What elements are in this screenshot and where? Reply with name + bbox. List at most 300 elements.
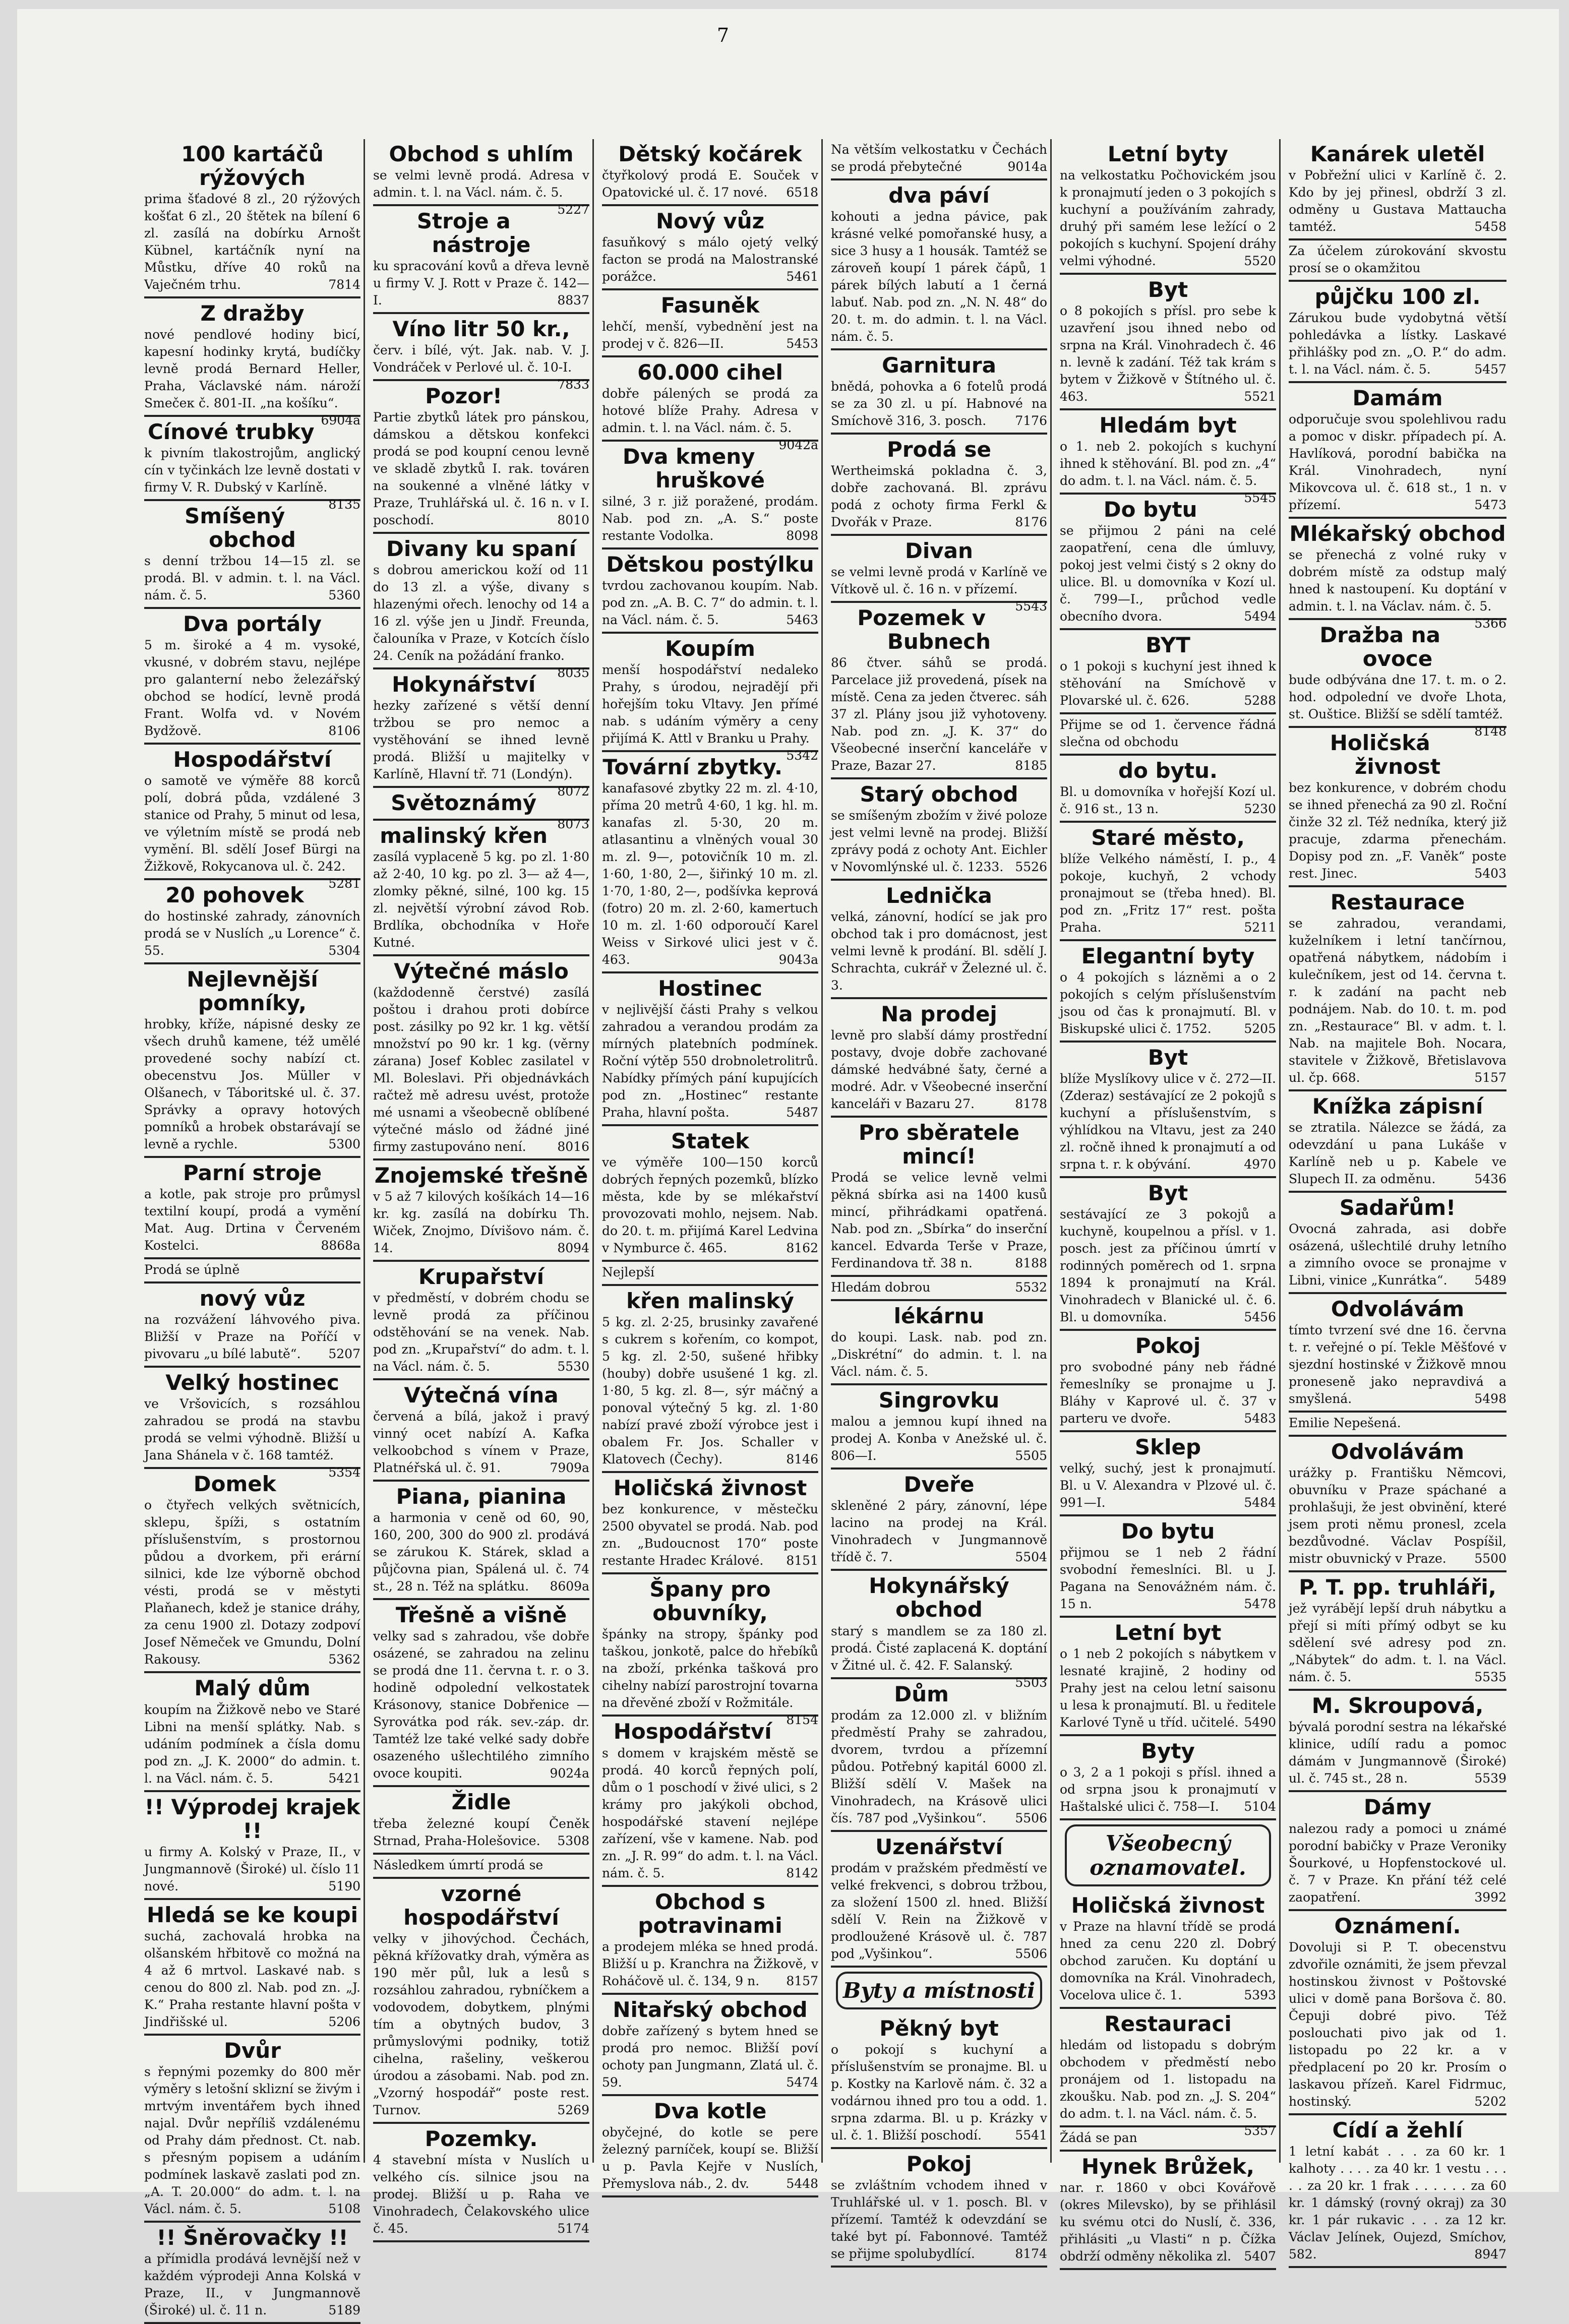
ad-reference-number: 7909a [550,1460,589,1476]
classified-ad [373,1855,589,1879]
classified-ad [602,442,818,549]
ad-heading: Divan [905,538,973,564]
ad-heading: Smíšený obchod [185,504,296,553]
column-4 [828,139,1052,2261]
ad-heading: Letní byt [1114,1620,1222,1645]
classified-ad [1289,1413,1506,1437]
classified-ad [373,206,589,314]
ad-reference-number: 5207 [328,1347,360,1362]
ad-text: se zvláštním vchodem ihned v Truhlářské ul. v 1. posch. Bl. v přízemí. Tamtéž k odevzdání se také byt pí. Fabonnové. Tamtéž se přijme spolubydlící. 8174 [831,2177,1047,2262]
ad-heading: Znojemské třešně [374,1163,588,1188]
classified-ad [1289,2115,1506,2268]
classified-ad [144,139,360,298]
classified-ad [1289,728,1506,887]
ad-heading: Fasuněk [660,293,760,318]
ad-reference-number: 5206 [328,2014,360,2029]
ad-heading: Dva kmeny hruškové [622,444,765,493]
ad-reference-number: 5453 [786,336,818,351]
ad-heading: Holičská živnost [1330,730,1441,779]
ad-text: levně pro slabší dámy prostřední postavy, dvoje dobře zachované dámské hedvábné šaty, černé a modré. Adr. v Všeobecné inserční kanceláři v Bazaru 27. 8178 [831,1027,1047,1113]
classified-ad [1060,410,1276,506]
ad-reference-number: 5504 [1015,1550,1047,1565]
classified-ad [602,139,818,206]
ad-reference-number: 8162 [786,1241,818,1256]
classified-ad [831,1277,1047,1301]
section-header [836,1972,1042,2009]
ad-heading: dva páví [888,183,990,208]
section-header [1065,1824,1271,1886]
ad-reference-number: 6518 [786,185,818,200]
classified-ad [1289,1691,1506,1792]
classified-ad [1060,139,1276,275]
ad-text: a kotle, pak stroje pro průmysl textilní koupí, prodá a vymění Mat. Aug. Drtina v Červeném Kostelci. 8868a [144,1186,360,1254]
ad-heading: Odvolávám [1331,1439,1465,1464]
ad-text: sestávající ze 3 pokojů a kuchyně, koupelnou a přísl. v 1. posch. jest za příčinou úmrtí v rodinných poměrech od 1. srpna 1894 k pronajmutí na Král. Vinohradech v Blanické ul. č. 6. Bl. u domovníka. 5456 [1060,1206,1276,1326]
ad-text: čtyřkolový prodá E. Souček v Opatovické ul. č. 17 nové. 6518 [602,167,818,201]
ad-text: ve Vršovicích, s rozsáhlou zahradou se prodá na stavbu prodá se velmi výhodně. Bližší u Jana Shánela v č. 168 tamtéž. 5354 [144,1395,360,1464]
ad-heading: lékárnu [893,1304,985,1329]
ad-text: velky sad s zahradou, vše dobře osázené, se zahradou na zelinu se prodá dne 11. června t. r. o 3. hodině odpolední velkostatek Krásonovy, stanice Dobřenice — Syrovátka pod rák. sev.-záp. dr. Tamtéž lze také velké sady dobře osazeného ušlechtilého zimního ovoce koupiti. 9024a [373,1628,589,1782]
classified-ad [144,298,360,428]
ad-reference-number: 8609a [550,1579,589,1594]
classified-ad [1060,495,1276,630]
ad-reference-number: 5362 [328,1652,360,1667]
ad-text: v Praze na hlavní třídě se prodá hned za cenu 220 zl. Dobrý obchod zaručen. Ku doptání u domovníka na Král. Vinohradech, Vocelova ulice č. 1. 5393 [1060,1918,1276,2004]
ad-text: Nejlepší [602,1265,655,1280]
ad-reference-number: 8947 [1474,2246,1506,2261]
ad-heading: Byt [1148,1045,1188,1070]
ad-heading: Hynek Brůžek, [1081,2154,1254,2179]
ad-reference-number: 5532 [1015,1280,1047,1295]
ad-reference-number: 5456 [1244,1310,1276,1325]
ad-reference-number: 5503 [1015,1675,1047,1690]
ad-heading: Elegantní byty [1081,944,1255,969]
ad-text: na velkostatku Počhovickém jsou k pronajmutí jeden o 3 pokojích s kuchyní a používáním zahrady, druhý při samém lese ležící o 2 pokojích s kuchyní. Spojení dráhy velmi výhodné. 5520 [1060,167,1276,270]
ad-heading: Pěkný byt [879,2015,999,2041]
ad-heading: půjčku 100 zl. [1314,284,1481,310]
ad-reference-number: 8185 [1015,758,1047,773]
ad-text: s řepnými pozemky do 800 měr výměry s letošní sklizní se živým i mrtvým inventářem bych ihned najal. Dvůr nepříliš vzdálenému od Prahy dám přednost. Ct. nab. s přesným popisem a udáním podmínek laskavě zaslati pod zn. „A. T. 20.000“ do adm. t. l. na Václ. nám. č. 5. 5108 [144,2063,360,2218]
ad-heading: Mlékařský obchod [1289,521,1506,546]
classified-ad [831,999,1047,1118]
classified-ad [144,1673,360,1792]
ad-reference-number: 5506 [1015,1946,1047,1961]
ad-reference-number: 9043a [778,952,818,967]
classified-ad [1060,1618,1276,1736]
ad-heading: Odvolávám [1331,1297,1465,1322]
ad-reference-number: 5489 [1474,1273,1506,1288]
ad-text: v Pobřežní ulici v Karlíně č. 2. Kdo by jej přinesl, obdrží 3 zl. odměny u Gustava Mattauchа tamtéž. 5458 [1289,167,1506,235]
ad-heading: Knížka zápisní [1312,1094,1483,1119]
ad-reference-number: 5458 [1474,219,1506,234]
ad-reference-number: 8035 [557,665,589,681]
ad-reference-number: 5202 [1474,2094,1506,2109]
ad-reference-number: 9042a [778,438,818,453]
ad-text: dobře zařízený s bytem hned se prodá pro nemoc. Bližší poví ochoty pan Jungmann, Zlatá ul. č. 59. 5474 [602,2023,818,2091]
ad-text: s domem v krajském městě se prodá. 40 korců řepných polí, dům o 1 poschodí v živé ulici, s 2 krámy pro jakýkoli obchod, hospodářské stavení nejlépe zařízení, vše v kamene. Nab. pod zn. „J. R. 99“ do adm. t. l. na Václ. nám. č. 5. 8142 [602,1745,818,1882]
ad-reference-number: 8837 [557,293,589,308]
ad-reference-number: 5530 [557,1359,589,1374]
classified-ad [1289,1193,1506,1294]
column-6 [1286,139,1510,2261]
classified-ad [144,501,360,609]
classified-ad [831,603,1047,779]
ad-reference-number: 5487 [786,1105,818,1120]
ad-reference-number: 5505 [1015,1448,1047,1463]
classified-ad [144,1900,360,2036]
ad-text: urážky p. Františku Němcovi, obuvníku v Praze spáchané a prohlašuji, že jest obvinění, které jsem proti němu pronesl, zcela bezdůvodné. Václav Pospíšil, mistr obuvnický v Praze. 5500 [1289,1464,1506,1567]
classified-ad [831,180,1047,350]
ad-text: hrobky, kříže, nápisné desky ze všech druhů kamene, též umělé provedené sochy nabízí ct. obecenstvu Jos. Müller v Olšanech, v Táboritské ul. č. 37. Správky a opravy hotových pomníků a hrobek obstarávají se levně a rychle. 5300 [144,1016,360,1153]
ad-heading: !! Výprodej krajek !! [144,1794,360,1843]
ad-text: hledám od listopadu s dobrým obchodem v předměstí nebo pronájem od 1. listopadu na zkoušku. Nab. pod zn. „J. S. 204“ do adm. t. l. na Václ. nám. č. 5. 5357 [1060,2037,1276,2122]
ad-text: špánky na stropy, špánky pod taškou, jonkotě, palce do hřebíků na zboží, prkénka tašková pro cihelny nabízí parostrojní tovarna na dřevěné zboží v Rožmitále. 8154 [602,1626,818,1711]
ad-heading: Dámy [1363,1795,1432,1820]
ad-heading: křen malinský [626,1289,794,1314]
ad-reference-number: 5211 [1244,920,1276,935]
ad-reference-number: 5520 [1244,254,1276,269]
ad-reference-number: 8151 [786,1553,818,1568]
ad-text: prodám v pražském předměstí ve velké frekvenci, s dobrou tržbou, za složení 1500 zl. hned. Bližší sdělí V. Rein na Žižkově v prodloužené Krásově ul. č. 787 pod „Vyšinkou“. 5506 [831,1860,1047,1963]
ad-text: třeba železné koupí Čeněk Strnad, Praha-Holešovice. 5308 [373,1815,589,1850]
ad-reference-number: 7176 [1015,413,1047,429]
classified-ad [373,669,589,799]
classified-ad [373,1482,589,1600]
ad-heading: Pozemek v Bubnech [857,605,991,654]
ad-heading: Malý dům [194,1676,311,1701]
ad-heading: Piana, pianina [396,1484,567,1509]
ad-text: koupím na Žižkově nebo ve Staré Libni na menší splátky. Nab. s udáním podmínek a čísla domu pod zn. „J. K. 2000“ do admin. t. l. na Václ. nám. č. 5. 5421 [144,1701,360,1787]
classified-ad [144,609,360,745]
ad-heading: Pro sběratele mincí! [858,1120,1020,1169]
ad-heading: nový vůz [199,1286,306,1311]
ad-reference-number: 5174 [557,2221,589,2236]
classified-ad [1289,1792,1506,1911]
ad-text: nalezou rady a pomoci u známé porodní babičky v Praze Veroniky Šourkové, u Hopfenstockové ul. č. 7 v Praze. Kn přání též celé zaopatření. 3992 [1289,1820,1506,1906]
classified-ad [831,1385,1047,1470]
ad-reference-number: 8135 [328,497,360,512]
ad-heading: Parní stroje [183,1160,322,1186]
ad-reference-number: 9014a [1007,159,1047,174]
ad-heading: Singrovku [878,1388,1000,1413]
ad-heading: !! Šněrovačky !! [156,2225,348,2250]
column-5 [1057,139,1281,2264]
ad-text: lehčí, menší, vybednění jest na prodej v č. 826—II. 5453 [602,318,818,352]
ad-heading: Dětský kočárek [618,142,802,166]
classified-ad [1289,383,1506,519]
ad-text: (každodenně čerstvé) zasílá poštou i drahou proti dobírce post. zásilky po 92 kr. 1 kg. větší množství po 90 kr. 1 kg. (věrny zárana) Josef Koblec zasilatel v Ml. Boleslavi. Při objednávkách račtež mě adresu uvést, protože mé usnami a všeobecně oblíbené výtečné máslo od žádné jiné firmy zastupováno není. 8016 [373,984,589,1155]
ad-text: tvrdou zachovanou koupím. Nab. pod zn. „A. B. C. 7“ do admin. t. l. na Václ. nám. č. 5. 5463 [602,577,818,629]
ad-heading: Restaurace [1330,890,1465,915]
ad-heading: Pokoj [1135,1333,1201,1359]
ad-text: o pokojí s kuchyní a příslušenstvím se pronajme. Bl. u p. Kostky na Karlově nám. č. 32 a vodárnou ihned pro tou a odd. 1. srpna zdarma. Bl. u p. Krázky v ul. č. 1. Bližší poschodí. 5541 [831,2041,1047,2144]
ad-reference-number: 6904a [321,413,360,428]
ad-heading: BYT [1145,633,1190,658]
ad-reference-number: 3992 [1474,1889,1506,1905]
ad-reference-number: 5498 [1474,1391,1506,1406]
classified-ad [1060,714,1276,756]
ad-heading: Lednička [886,883,992,908]
ad-reference-number: 8142 [786,1865,818,1880]
ad-text: blíže Velkého náměstí, I. p., 4 pokoje, kuchyň, 2 vchody pronajmout se (třeba hned). Bl. pod zn. „Fritz 17“ rest. pošta Praha. 5211 [1060,850,1276,936]
ad-text: v 5 až 7 kilových košíkách 14—16 kr. kg. zasílá na dobírku Th. Wiček, Znojmo, Dívišovo nám. č. 14. 8094 [373,1188,589,1257]
ad-text: Hledám dobrou 5532 [831,1279,1047,1296]
ad-reference-number: 5436 [1474,1172,1506,1187]
ad-text: bude odbývána dne 17. t. m. o 2. hod. odpolední ve dvoře Lhota, st. Ouštice. Bližší se sdělí tamtéž. 8148 [1289,671,1506,723]
classified-ad [144,2036,360,2223]
ad-text: v předměstí, v dobrém chodu se levně prodá za příčinou odstěhování se na venek. Nab. pod zn. „Krupařství“ do adm. t. l. na Václ. nám. č. 5. 5530 [373,1290,589,1375]
classified-ad [1289,1091,1506,1193]
classified-ad [1289,1572,1506,1691]
ad-text: malou a jemnou kupí ihned na prodej A. Konba v Anežské ul. č. 806—I. 5505 [831,1413,1047,1464]
ad-heading: Pokoj [906,2151,972,2176]
classified-ad [1060,1432,1276,1516]
ad-heading: 20 pohovek [165,883,304,908]
classified-ad [144,417,360,512]
ad-text: přijmou se 1 neb 2 řádní svobodní řemeslníci. Bl. u J. Pagana na Senovážném nám. č. 15 n. 5478 [1060,1544,1276,1613]
classified-ad [373,1380,589,1482]
ad-text: u firmy A. Kolský v Praze, II., v Jungmannově (Široké) ul. číslo 11 nové. 5190 [144,1844,360,1895]
ad-heading: Holičská živnost [613,1476,807,1501]
ad-heading: Prodá se [887,437,991,462]
ad-reference-number: 5205 [1244,1021,1276,1036]
ad-heading: Velký hostinec [165,1370,339,1395]
ad-text: Následkem úmrtí prodá se [373,1857,544,1872]
classified-ad [1060,630,1276,714]
ad-heading: Výtečné máslo [394,959,569,984]
ad-heading: M. Skroupová, [1311,1693,1484,1719]
ad-text: a harmonia v ceně od 60, 90, 160, 200, 300 do 900 zl. prodává se zárukou K. Stárek, sklad a půjčovna pian, Spálená ul. č. 74 st., 28 n. Též na splátku. 8609a [373,1509,589,1595]
classified-ad [602,549,818,634]
ad-heading: Holičská živnost [1071,1892,1265,1918]
ad-text: o 1. neb 2. pokojích s kuchyní ihned k stěhování. Bl. pod zn. „4“ do adm. t. l. na Václ. nám. č. 5. 5545 [1060,438,1276,490]
ad-reference-number: 5474 [786,2074,818,2090]
ad-text: bývalá porodní sestra na lékařské klinice, udílí radu a pomoc dámám v Jungmannově (Široké) ul. č. 745 st., 28 n. 5539 [1289,1719,1506,1787]
classified-ad [602,1717,818,1886]
classified-ad [1060,1516,1276,1618]
ad-text: pro svobodné pány neb řádné řemeslníky se pronajme u J. Bláhy v Kaprové ul. č. 37 v parteru ve dvoře. 5483 [1060,1359,1276,1427]
ad-reference-number: 5300 [328,1137,360,1152]
ad-text: se zahradou, verandami, kuželníkem i letní tančírnou, opatřená nábytkem, nádobím i kulečníkem, jest od 14. června t. r. k zadání na pacht neb podnájem. Nab. do 10. t. m. pod zn. „Restaurace“ Bl. v adm. t. l. Nab. na majitele Boh. Nocara, stavitele v Žižkově, Břetislavova ul. čp. 668. 5157 [1289,915,1506,1086]
ad-heading: Světoznámý [391,790,537,816]
ad-reference-number: 5403 [1474,866,1506,881]
ad-text: Přijme se od 1. července řádná slečna od obchodu [1060,717,1276,750]
classified-ad [602,290,818,357]
ad-reference-number: 5269 [557,2102,589,2117]
ad-heading: Hospodářství [613,1719,772,1744]
ad-heading: Na prodej [881,1002,997,1027]
classified-ad [1060,941,1276,1043]
ad-reference-number: 8106 [328,723,360,739]
ad-reference-number: 5190 [328,1878,360,1893]
ad-text: Zárukou bude vydobytná větší pohledávka a lístky. Laskavé přihlášky pod zn. „O. P.“ do adm. t. l. na Václ. nám. č. 5. 5457 [1289,310,1506,378]
classified-ad [831,1301,1047,1385]
ad-heading: Obchod s uhlím [389,142,574,166]
newspaper-page [17,9,1559,2317]
classified-ad [1289,519,1506,631]
ad-reference-number: 7814 [328,277,360,292]
ad-heading: Dva portály [183,611,322,637]
ad-heading: Do bytu [1103,497,1197,522]
classified-ad [144,964,360,1158]
ad-text: ku spracování kovů a dřeva levně u firmy V. J. Rott v Praze č. 142—I. 8837 [373,258,589,309]
ad-text: jež vyrábějí lepší druh nábytku a přejí si míti přímý odbyt se ku sdělení své adresy pod zn. „Nábytek“ do adm. t. l. na Václ. nám. č. 5. 5535 [1289,1600,1506,1686]
classified-ad [1060,1178,1276,1331]
classified-ad [831,1832,1047,1968]
classified-ad [144,880,360,964]
classified-ad [373,314,589,392]
ad-heading: Nový vůz [655,209,765,234]
ad-reference-number: 5189 [328,2302,360,2317]
ad-text: Prodá se úplně [144,1262,240,1277]
ad-reference-number: 5539 [1474,1771,1506,1786]
ad-text: s dobrou americkou koží od 11 do 13 zl. a výše, divany s hlazenými ořech. lenochy od 14 a 16 zl. výše jen u Jindř. Freunda, čalouníka v Praze, v Kotcích číslo 24. Ceník na požádání franko. 8035 [373,562,589,664]
ad-heading: Byt [1148,1181,1188,1206]
ad-heading: Hokynářský obchod [869,1573,1009,1622]
column-1 [141,139,365,2317]
ad-reference-number: 8868a [321,1238,360,1253]
ad-reference-number: 5393 [1244,1987,1276,2002]
classified-ad [373,821,589,956]
ad-heading: P. T. pp. truhláři, [1299,1575,1496,1600]
ad-heading: do bytu. [1118,758,1218,783]
ad-heading: vzorné hospodářství [403,1881,559,1930]
ad-heading: Dům [894,1681,949,1706]
classified-ad [602,1574,818,1728]
ad-text: o 8 pokojích s přísl. pro sebe k uzavření jsou ihned nebo od srpna na Král. Vinohradech č. 46 n. levně k zadání. Též tak krám s bytem v Žižkově v Štítného ul. č. 463. 5521 [1060,302,1276,405]
ad-text: o čtyřech velkých světnicích, sklepu, špíži, s ostatním příslušenstvím, s prostornou půdou a dvorkem, při erární silnici, kde lze výborně obchod vésti, prodá se v městyti Plaňanech, kdež je stanice dráhy, za cenu 1900 zl. Dotazy zodpoví Josef Němeček ve Gmundu, Dolní Rakousy. 5362 [144,1497,360,1668]
ad-text: velky v jihovýchod. Čechách, pěkná křížovatky drah, výměra as 190 měr půl, luk a lesů s rozsáhlou zahradou, rybníčkem a vodovodem, dobytkem, plnými tím a obytných budov, 3 průmyslovými podniky, totiž cihelna, rašeliny, veškerou úrodou a zásobami. Nab. pod zn. „Vzorný hospodář“ poste rest. Turnov. 5269 [373,1930,589,2119]
ad-text: se přenechá z volné ruky v dobrém místě za odstup malý hned k nastoupení. Ku doptání v admin. t. l. na Václav. nám. č. 5. 5366 [1289,546,1506,615]
classified-ad [144,1792,360,1900]
classified-ad [1289,1294,1506,1413]
ad-text: červ. i bílé, výt. Jak. nab. V. J. Vondráček v Perlové ul. č. 10-I. 7833 [373,342,589,376]
classified-ad [1289,282,1506,383]
classified-ad [602,1887,818,1995]
ad-text: dobře pálených se prodá za hotové blíže Prahy. Adresa v admin. t. l. na Václ. nám. č. 5. 9042a [602,385,818,437]
ad-text: se velmi levně prodá v Karlíně ve Vítkově ul. č. 16 n. v přízemí. 5543 [831,564,1047,598]
classified-ad [373,2124,589,2242]
classified-ad [1060,756,1276,823]
ad-reference-number: 5342 [786,748,818,763]
ad-reference-number: 5448 [786,2176,818,2191]
ad-text: o 1 pokoji s kuchyní jest ihned k stěhování na Smíchově v Plovarské ul. č. 626. 5288 [1060,658,1276,709]
ad-reference-number: 5526 [1015,860,1047,875]
classified-ad [144,1283,360,1368]
ad-heading: Do bytu [1121,1519,1215,1544]
classified-ad [1060,1890,1276,2009]
ad-text: ve výměře 100—150 korců dobrých řepných pozemků, blízko města, kde by se mlékařství provozovati mohlo, nejsem. Nab. do 20. t. m. přijímá Karel Ledvina v Nymburce č. 465. 8162 [602,1154,818,1257]
classified-ad [373,1787,589,1854]
classified-ad [144,2223,360,2324]
ad-reference-number: 5104 [1244,1799,1276,1814]
ad-text: červená a bílá, jakož i pravý vinný ocet nabízí A. Kafka velkoobchod s vínem v Praze, Platnéřská ul. č. 91. 7909a [373,1408,589,1477]
ad-text: Partie zbytků látek pro pánskou, dámskou a dětskou konfekci prodá se pod koupní cenou levně ve skladě zbytků I. rak. továren na soukenné a vlněné látky v Praze, Truhlářská ul. č. 16 n. v I. poschodí. 8010 [373,409,589,529]
classified-ad [144,1158,360,1259]
ad-text: 5 kg. zl. 2·25, brusinky zavařené s cukrem s kořením, co kompot, 5 kg. zl. 2·50, sušené hřibky (houby) dobře usušené 1 kg. zl. 1·80, 5 kg. zl. 8—, sýr máčný a ponoval výtečný 5 kg. zl. 1·80 nabízí pravé zboží výrobce jest i obalem Fr. Jos. Schaller v Klatovech (Čechy). 8146 [602,1314,818,1468]
ad-text: fasuňkový s málo ojetý velký facton se prodá na Malostranské porážce. 5461 [602,234,818,285]
ad-heading: Dva kotle [653,2098,767,2123]
ad-heading: Byt [1148,277,1188,302]
classified-ad [373,1600,589,1787]
column-2 [370,139,594,2236]
ad-heading: Výtečná vína [404,1383,559,1408]
ad-heading: Sadařům! [1339,1195,1456,1220]
classified-ad [1289,887,1506,1091]
classified-ad [831,2149,1047,2268]
ad-text: Prodá se velice levně velmi pěkná sbírka asi na 1400 kusů mincí, přihrádkami opatřená. Nab. pod zn. „Sbírka“ do inserční kancel. Edvarda Terše v Praze, Ferdinandova tř. 38 n. 8188 [831,1169,1047,1272]
ad-heading: Dvůr [224,2038,281,2063]
classified-ad [1289,139,1506,240]
ad-heading: Třešně a višně [395,1603,567,1628]
ad-text: se ztratila. Nálezce se žádá, za odevzdání u pana Lukáše v Karlíně neb u p. Kabele ve Slupech II. za odměnu. 5436 [1289,1119,1506,1188]
classified-ad [1060,275,1276,410]
ad-text: obyčejné, do kotle se pere železný parníček, koupí se. Bližší u p. Pavla Kejře v Nuslích, Přemyslova náb., 2. dv. 5448 [602,2124,818,2192]
ad-heading: Domek [193,1472,276,1497]
ad-reference-number: 5354 [328,1465,360,1480]
ad-reference-number: 5230 [1244,802,1276,817]
ad-heading: Dražba na ovoce [1319,623,1440,671]
ad-reference-number: 8176 [1015,515,1047,530]
ad-text: starý s mandlem se za 180 zl. prodá. Čisté zaplacená K. doptání v Žitné ul. č. 42. F. Salanský. 5503 [831,1623,1047,1674]
ad-reference-number: 5407 [1244,2248,1276,2264]
classified-ad [373,1160,589,1262]
classified-ad [602,1126,818,1262]
ad-heading: Pozemky. [425,2126,538,2151]
ad-reference-number: 8010 [557,513,589,528]
ad-text: silné, 3 r. již poražené, prodám. Nab. pod zn. „A. S.“ poste restante Vodolka. 8098 [602,493,818,544]
classified-ad [602,973,818,1126]
ad-heading: Statek [671,1129,750,1154]
ad-text: se smíšeným zbožím v živé poloze jest velmi levně na prodej. Bližší zprávy podá z ochoty Ant. Eichler v Novomlýnské ul. č. 1233. 5526 [831,807,1047,876]
ad-heading: Oznámení. [1334,1913,1461,1938]
ad-heading: Židle [451,1790,511,1815]
ad-text: 5 m. široké a 4 m. vysoké, vkusné, v dobrém stavu, nejlépe pro galanterní nebo železářský obchod se hodící, levně prodá Frant. Wolfa vd. v Novém Bydžově. 8106 [144,637,360,740]
classified-ad [602,357,818,453]
classified-ad [831,350,1047,435]
ad-text: 1 letní kabát . . . za 60 kr. 1 kalhoty . . . . za 40 kr. 1 vestu . . . . . za 20 kr. 1 frak . . . . . . za 60 kr. 1 dámský (rovný okraj) za 30 kr. 1 pár rukavic . . . za 12 kr. Václav Jelínek, Oujezd, Smíchov, 582. 8947 [1289,2143,1506,2263]
ad-heading: Nejlevnější pomníky, [187,967,318,1016]
page-number: 7 [716,24,730,46]
ad-text: bez konkurence, v městečku 2500 obyvatel se prodá. Nab. pod zn. „Budoucnost 170“ poste restante Hradec Králové. 8151 [602,1501,818,1569]
ad-text: kanafasové zbytky 22 m. zl. 4·10, příma 20 metrů 4·60, 1 kg. hl. m. kanafas zl. 5·30, 20 m. atlasantinu a vlněných voual 30 m. zl. 9—, potovičník 10 m. zl. 1·60, 1·80, 2—, šiřinký 10 m. zl. 1·70, 1·80, 2—, podšívka keprová (fotro) 20 m. zl. 2·60, kamertuch 10 m. zl. 1·60 odporoučí Karel Weiss v Sirkové ulici jest v č. 463. 9043a [602,780,818,968]
ad-reference-number: 8157 [786,1973,818,1988]
ad-reference-number: 8148 [1474,724,1506,739]
classified-ad [831,1118,1047,1277]
ad-text: Ovocná zahrada, asi dobře osázená, ušlechtilé druhy letního a zimního ovoce se pronajme v Libni, vinice „Kunrátka“. 5489 [1289,1220,1506,1289]
classified-ad [144,1469,360,1673]
ad-heading: Staré město, [1091,825,1245,850]
classified-ad [1060,823,1276,941]
ad-reference-number: 4970 [1244,1157,1276,1172]
ad-text: 86 čtver. sáhů se prodá. Parcelace již provedená, písek na místě. Cena za jeden čtverec. sáh 37 zl. Plány jsou již vyhotoveny. Nab. pod zn. „J. K. 37“ do Všeobecné inserční kanceláře v Praze, Bazar 27. 8185 [831,654,1047,774]
ad-reference-number: 5483 [1244,1411,1276,1426]
ad-text: o 3, 2 a 1 pokoji s přísl. ihned a od srpna jsou k pronajmutí v Haštalské ulici č. 758—I. 5104 [1060,1764,1276,1815]
ad-text: velký, suchý, jest k pronajmutí. Bl. u V. Alexandra v Plzové ul. č. 991—I. 5484 [1060,1460,1276,1511]
classified-ad [144,745,360,891]
ad-heading: Letní byty [1107,142,1229,166]
classified-ad [602,752,818,973]
ad-reference-number: 8178 [1015,1096,1047,1112]
ad-reference-number: 5490 [1244,1715,1276,1730]
ad-heading: Víno litr 50 kr., [392,317,570,342]
ad-reference-number: 5463 [786,613,818,628]
classified-ad [602,1473,818,1574]
classified-columns [141,139,1510,2317]
ad-text: tímto tvrzení své dne 16. června t. r. veřejné o pí. Tekle Měšťové v sjezdní hostinské v Žižkově mnou proneseně jako nepravdivá a smyšlená. 5498 [1289,1322,1506,1408]
classified-ad [373,139,589,217]
ad-reference-number: 5281 [328,876,360,891]
